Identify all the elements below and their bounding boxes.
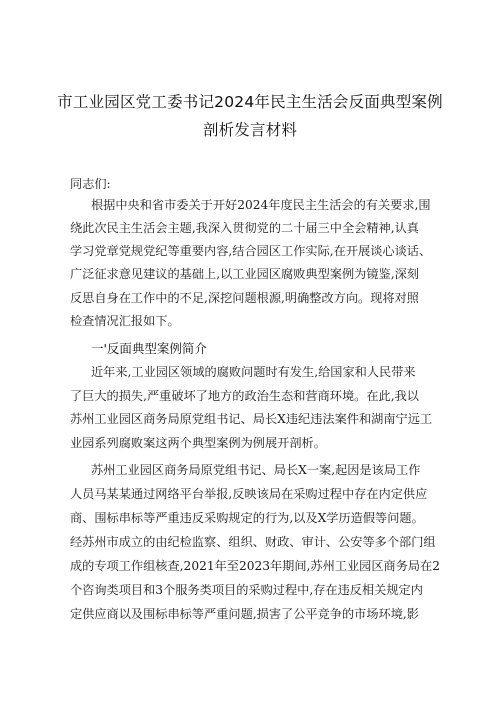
intro-line-6: 检查情况汇报如下。 (70, 314, 180, 328)
section1-para1-line-2: 了巨大的损失,严重破坏了地方的政治生态和营商环境。在此,我以 (70, 389, 419, 403)
section1-para2-line-3: 商、围标串标等严重违反采购规定的行为,以及X学历造假等问题。 (70, 511, 424, 525)
section1-para2-line-4: 经苏州市成立的由纪检监察、组织、财政、审计、公安等多个部门组 (70, 535, 436, 549)
document-title-line-2: 剖析发言材料 (202, 121, 298, 139)
salutation: 同志们: (70, 177, 111, 191)
section1-para1-line-4: 业园系列腐败案这两个典型案例为例展开剖析。 (70, 436, 326, 450)
section1-para2-line-6: 个咨询类项目和3个服务类项目的采购过程中,存在违反相关规定内 (70, 583, 423, 597)
intro-line-4: 广泛征求意见建议的基础上,以工业园区腐败典型案例为镜鉴,深刻 (70, 267, 419, 281)
document-title-line-1: 市工业园区党工委书记2024年民主生活会反面典型案例 (57, 93, 443, 111)
section1-para1-line-1: 近年来,工业园区领域的腐败问题时有发生,给国家和人民带来 (91, 365, 416, 379)
section1-para1-line-3: 苏州工业园区商务局原党组书记、局长X违纪违法案件和湖南宁远工 (70, 412, 433, 426)
section1-para2-line-5: 成的专项工作组核查,2021年至2023年期间,苏州工业园区商务局在2 (70, 559, 441, 573)
section1-para2-line-1: 苏州工业园区商务局原党组书记、局长X一案,起因是该局工作 (91, 463, 421, 477)
section-heading: 一'反面典型案例简介 (91, 341, 207, 356)
section1-para2-line-7: 定供应商以及围标串标等严重问题,损害了公平竞争的市场环境,影 (70, 607, 419, 621)
intro-line-3: 学习党章党规党纪等重要内容,结合园区工作实际,在开展谈心谈话、 (70, 244, 432, 258)
intro-line-2: 绕此次民主生活会主题,我深入贯彻党的二十届三中全会精神,认真 (70, 221, 419, 235)
intro-line-1: 根据中央和省市委关于开好2024年度民主生活会的有关要求,围 (91, 198, 431, 212)
section1-para2-line-2: 人员马某某通过网络平台举报,反映该局在采购过程中存在内定供应 (70, 487, 428, 501)
intro-line-5: 反思自身在工作中的不足,深挖问题根源,明确整改方向。现将对照 (70, 291, 419, 305)
